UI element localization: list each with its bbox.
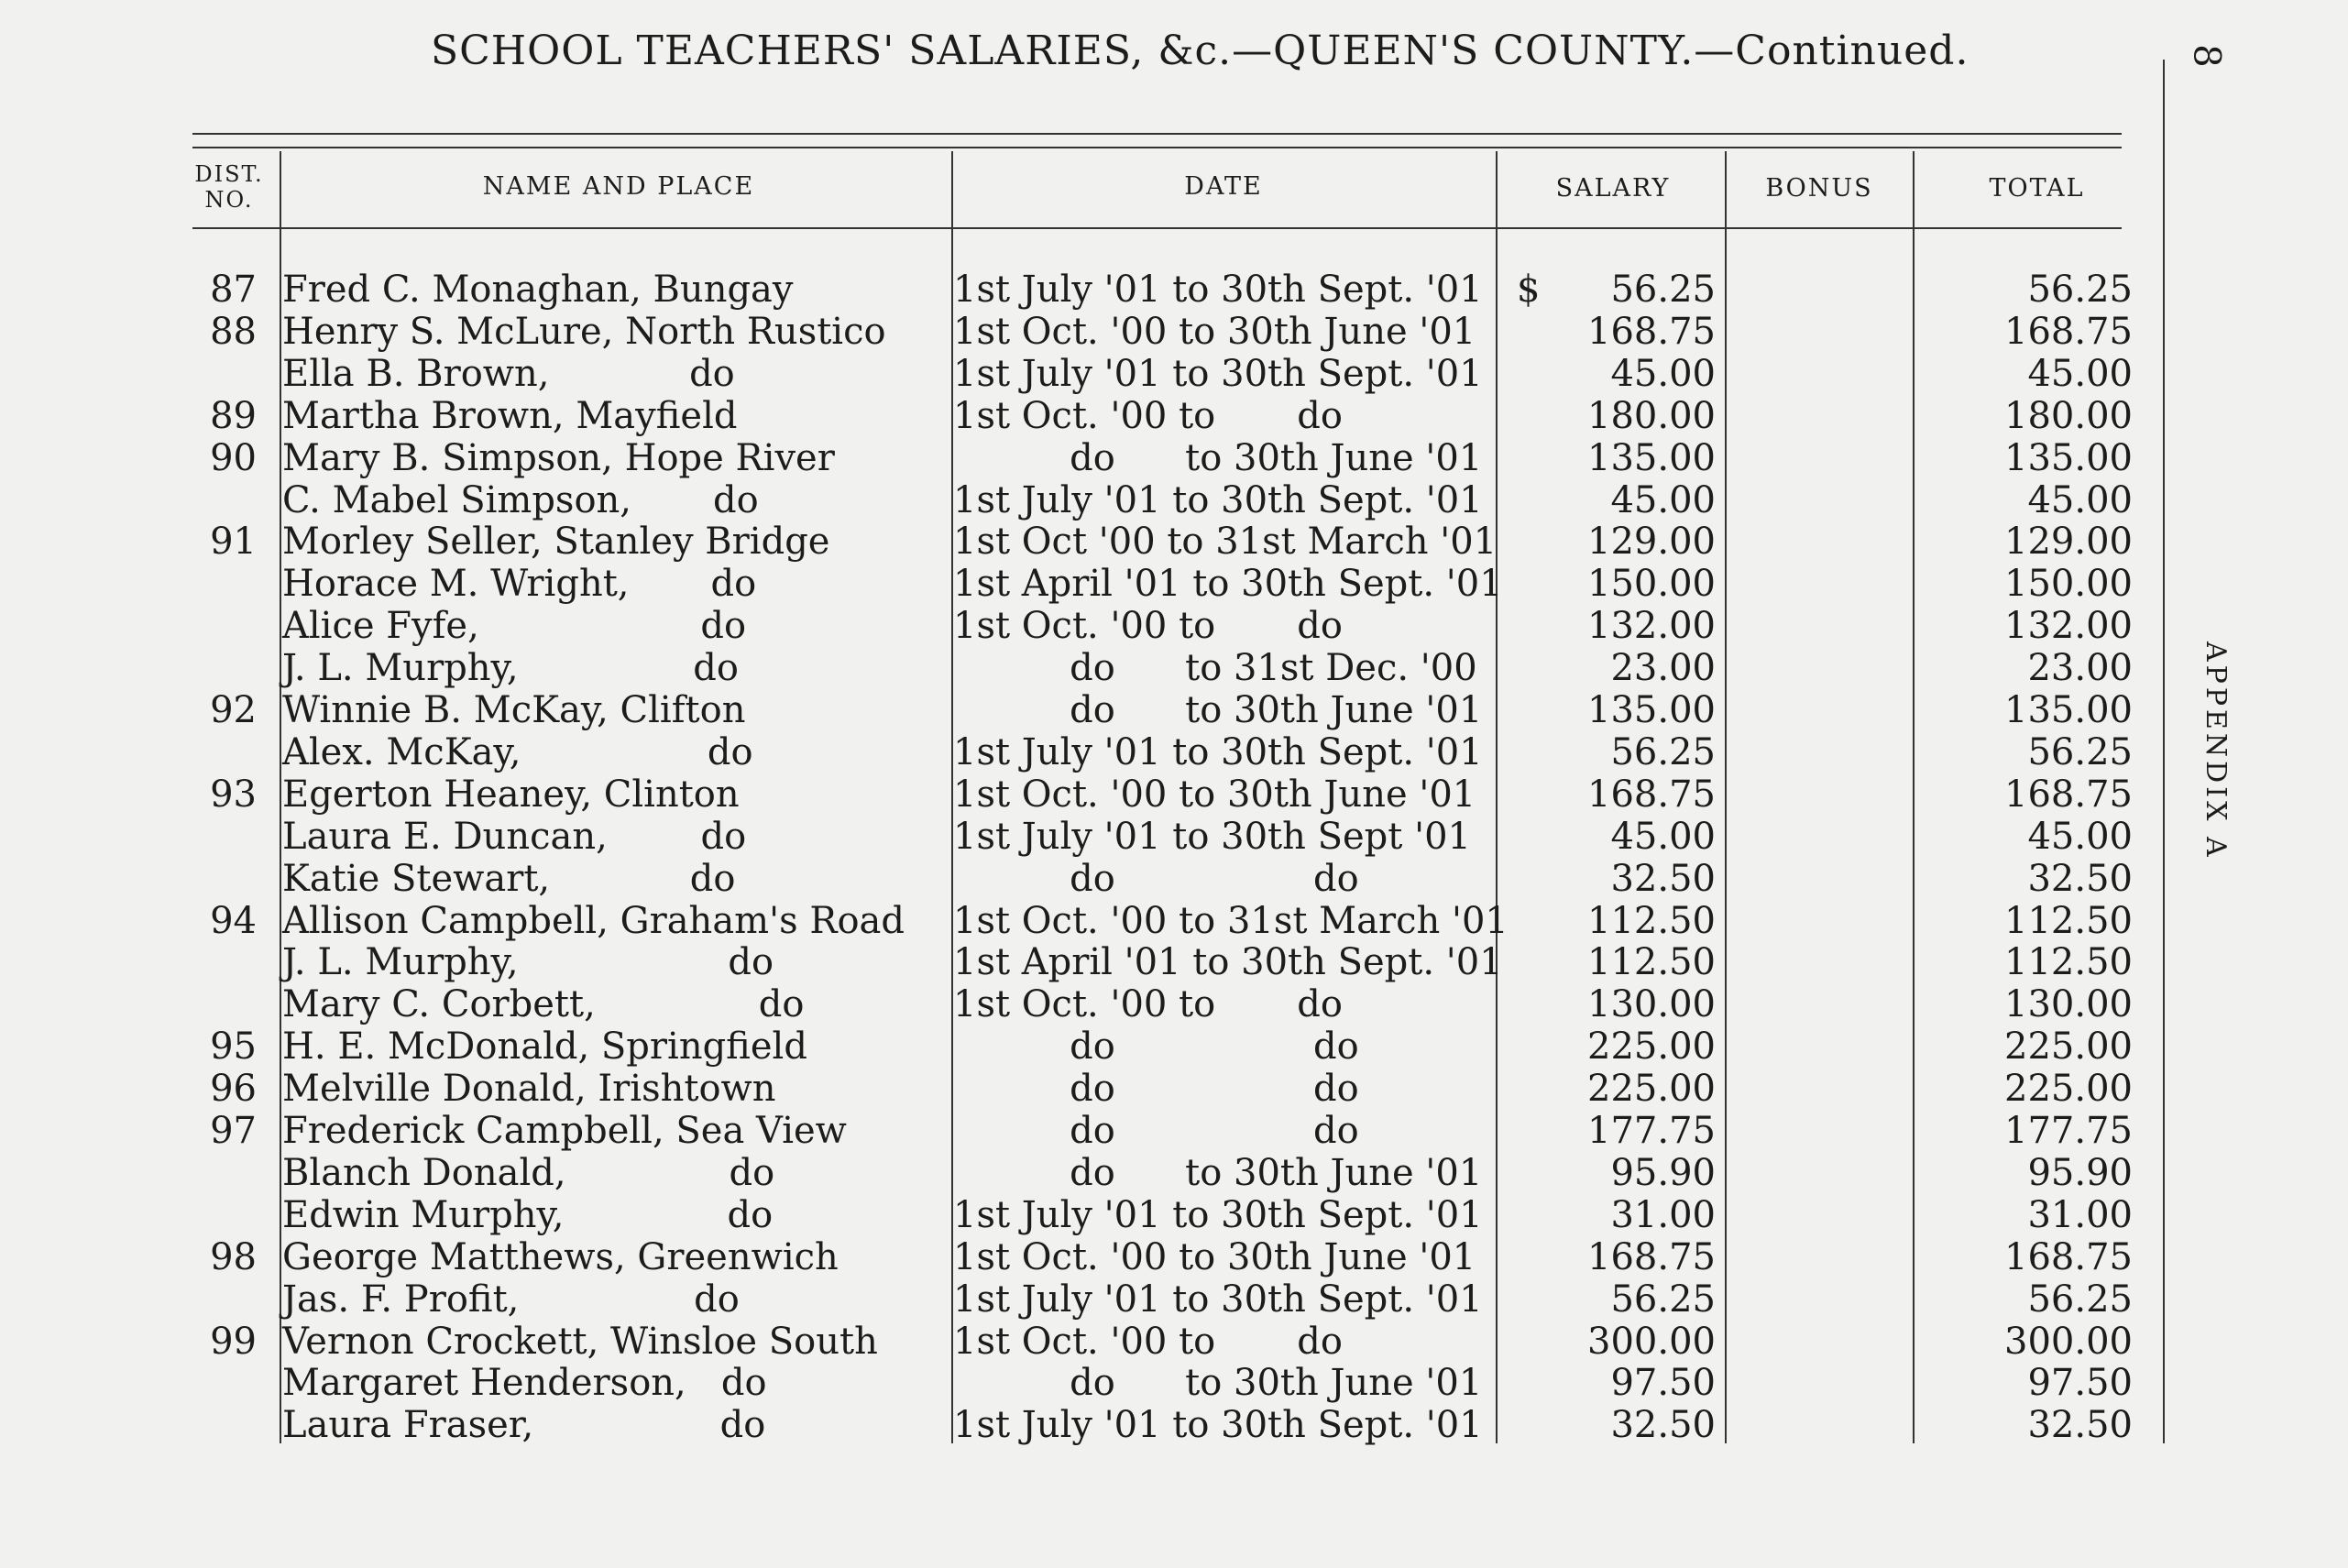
table-row xyxy=(0,941,2348,983)
table-row xyxy=(0,1025,2348,1068)
date-range: 1st Oct. '00 to 30th June '01 xyxy=(953,773,1476,816)
salary-value: 31.00 xyxy=(1610,1193,1716,1236)
total-value: 300.00 xyxy=(2004,1320,2133,1363)
salary-value: 97.50 xyxy=(1610,1362,1716,1405)
total-value: 180.00 xyxy=(2004,394,2133,437)
total-value: 32.50 xyxy=(2027,857,2133,900)
dist-number: 99 xyxy=(210,1320,257,1363)
total-value: 97.50 xyxy=(2027,1362,2133,1405)
table-row xyxy=(0,563,2348,605)
total-value: 225.00 xyxy=(2004,1068,2133,1111)
dist-number: 92 xyxy=(210,689,257,731)
date-range: 1st July '01 to 30th Sept. '01 xyxy=(953,352,1483,395)
currency-symbol: $ xyxy=(1517,269,1541,311)
salary-value: 130.00 xyxy=(1587,983,1716,1026)
date-range: 1st Oct. '00 to 30th June '01 xyxy=(953,310,1476,353)
header-rule xyxy=(192,227,2122,229)
salary-value: 180.00 xyxy=(1587,394,1716,437)
salary-value: 56.25 xyxy=(1610,269,1716,311)
table-row xyxy=(0,479,2348,521)
total-value: 135.00 xyxy=(2004,436,2133,479)
date-range: 1st July '01 to 30th Sept. '01 xyxy=(953,730,1483,773)
name-and-place: Laura E. Duncan, do xyxy=(282,815,747,858)
salary-value: 95.90 xyxy=(1610,1151,1716,1194)
name-and-place: Alice Fyfe, do xyxy=(282,605,747,648)
date-range: do to 31st Dec. '00 xyxy=(953,647,1477,690)
name-and-place: Egerton Heaney, Clinton xyxy=(282,773,740,816)
name-and-place: Alex. McKay, do xyxy=(282,730,753,773)
salary-value: 23.00 xyxy=(1610,647,1716,690)
table-row xyxy=(0,816,2348,858)
name-and-place: Horace M. Wright, do xyxy=(282,563,757,606)
dist-number: 91 xyxy=(210,521,257,564)
salary-value: 300.00 xyxy=(1587,1320,1716,1363)
date-range: 1st July '01 to 30th Sept '01 xyxy=(953,815,1471,858)
dist-number: 90 xyxy=(210,436,257,479)
salary-value: 225.00 xyxy=(1587,1068,1716,1111)
total-value: 225.00 xyxy=(2004,1025,2133,1069)
table-row xyxy=(0,311,2348,353)
dist-number: 97 xyxy=(210,1110,257,1152)
total-value: 168.75 xyxy=(2004,1235,2133,1278)
total-value: 112.50 xyxy=(2004,941,2133,984)
table-row xyxy=(0,900,2348,942)
total-value: 168.75 xyxy=(2004,310,2133,353)
salary-value: 56.25 xyxy=(1610,730,1716,773)
total-value: 95.90 xyxy=(2027,1151,2133,1194)
table-row xyxy=(0,437,2348,479)
col-header-bonus: BONUS xyxy=(1765,174,1873,203)
name-and-place: H. E. McDonald, Springfield xyxy=(282,1025,807,1069)
name-and-place: Blanch Donald, do xyxy=(282,1151,775,1194)
date-range: 1st July '01 to 30th Sept. '01 xyxy=(953,1404,1483,1447)
name-and-place: Mary C. Corbett, do xyxy=(282,983,805,1026)
total-value: 130.00 xyxy=(2004,983,2133,1026)
total-value: 177.75 xyxy=(2004,1110,2133,1152)
date-range: 1st July '01 to 30th Sept. '01 xyxy=(953,478,1483,521)
date-range: 1st July '01 to 30th Sept. '01 xyxy=(953,1193,1483,1236)
table-row xyxy=(0,1236,2348,1278)
table-row xyxy=(0,1404,2348,1446)
date-range: 1st Oct. '00 to do xyxy=(953,1320,1343,1363)
col-header-name: NAME AND PLACE xyxy=(482,172,755,201)
table-row xyxy=(0,858,2348,900)
salary-value: 129.00 xyxy=(1587,521,1716,564)
name-and-place: Katie Stewart, do xyxy=(282,857,736,900)
table-row xyxy=(0,1068,2348,1110)
table-row xyxy=(0,1110,2348,1152)
date-range: 1st Oct. '00 to 30th June '01 xyxy=(953,1235,1476,1278)
name-and-place: Melville Donald, Irishtown xyxy=(282,1068,776,1111)
total-value: 45.00 xyxy=(2027,478,2133,521)
date-range: do to 30th June '01 xyxy=(953,1151,1483,1194)
date-range: 1st Oct. '00 to do xyxy=(953,983,1343,1026)
name-and-place: Ella B. Brown, do xyxy=(282,352,735,395)
table-row xyxy=(0,521,2348,563)
total-value: 129.00 xyxy=(2004,521,2133,564)
name-and-place: Vernon Crockett, Winsloe South xyxy=(282,1320,878,1363)
name-and-place: George Matthews, Greenwich xyxy=(282,1235,839,1278)
col-header-salary: SALARY xyxy=(1555,174,1671,203)
total-value: 45.00 xyxy=(2027,815,2133,858)
name-and-place: Margaret Henderson, do xyxy=(282,1362,767,1405)
name-and-place: Martha Brown, Mayfield xyxy=(282,394,738,437)
dist-number: 98 xyxy=(210,1235,257,1278)
table-row xyxy=(0,983,2348,1025)
total-value: 168.75 xyxy=(2004,773,2133,816)
name-and-place: Allison Campbell, Graham's Road xyxy=(282,899,905,942)
name-and-place: Laura Fraser, do xyxy=(282,1404,766,1447)
name-and-place: Edwin Murphy, do xyxy=(282,1193,774,1236)
table-row xyxy=(0,731,2348,773)
date-range: do do xyxy=(953,1110,1359,1152)
dist-number: 96 xyxy=(210,1068,257,1111)
date-range: 1st July '01 to 30th Sept. '01 xyxy=(953,1277,1483,1321)
dist-number: 93 xyxy=(210,773,257,816)
total-value: 31.00 xyxy=(2027,1193,2133,1236)
table-row xyxy=(0,647,2348,689)
name-and-place: C. Mabel Simpson, do xyxy=(282,478,759,521)
salary-value: 32.50 xyxy=(1610,857,1716,900)
salary-value: 135.00 xyxy=(1587,689,1716,731)
salary-value: 112.50 xyxy=(1587,941,1716,984)
table-row xyxy=(0,1194,2348,1236)
date-range: 1st April '01 to 30th Sept. '01 xyxy=(953,563,1503,606)
salary-value: 112.50 xyxy=(1587,899,1716,942)
col-header-total: TOTAL xyxy=(1989,174,2085,203)
table-row xyxy=(0,605,2348,647)
name-and-place: Winnie B. McKay, Clifton xyxy=(282,689,746,731)
table-row xyxy=(0,1321,2348,1363)
date-range: do do xyxy=(953,1025,1359,1069)
total-value: 56.25 xyxy=(2027,1277,2133,1321)
total-value: 45.00 xyxy=(2027,352,2133,395)
date-range: 1st April '01 to 30th Sept. '01 xyxy=(953,941,1503,984)
total-value: 112.50 xyxy=(2004,899,2133,942)
dist-number: 94 xyxy=(210,899,257,942)
total-value: 56.25 xyxy=(2027,730,2133,773)
salary-value: 177.75 xyxy=(1587,1110,1716,1152)
total-value: 23.00 xyxy=(2027,647,2133,690)
name-and-place: Henry S. McLure, North Rustico xyxy=(282,310,886,353)
date-range: do to 30th June '01 xyxy=(953,1362,1483,1405)
date-range: do to 30th June '01 xyxy=(953,436,1483,479)
page-number: 8 xyxy=(2185,44,2228,68)
name-and-place: Morley Seller, Stanley Bridge xyxy=(282,521,830,564)
salary-value: 168.75 xyxy=(1587,773,1716,816)
page-title: SCHOOL TEACHERS' SALARIES, &c.—QUEEN'S COUNTY.—Continued. xyxy=(431,27,1969,74)
salary-value: 168.75 xyxy=(1587,1235,1716,1278)
top-rule xyxy=(192,133,2122,135)
name-and-place: Fred C. Monaghan, Bungay xyxy=(282,269,794,311)
dist-number: 89 xyxy=(210,394,257,437)
table-row xyxy=(0,773,2348,816)
total-value: 132.00 xyxy=(2004,605,2133,648)
table-row xyxy=(0,269,2348,311)
date-range: 1st Oct '00 to 31st March '01 xyxy=(953,521,1498,564)
salary-value: 132.00 xyxy=(1587,605,1716,648)
name-and-place: Frederick Campbell, Sea View xyxy=(282,1110,847,1152)
dist-number: 95 xyxy=(210,1025,257,1069)
table-row xyxy=(0,353,2348,395)
col-header-dist: DIST. NO. xyxy=(194,161,264,213)
date-range: do do xyxy=(953,857,1359,900)
name-and-place: J. L. Murphy, do xyxy=(282,941,774,984)
salary-value: 45.00 xyxy=(1610,352,1716,395)
salary-value: 56.25 xyxy=(1610,1277,1716,1321)
salary-value: 150.00 xyxy=(1587,563,1716,606)
salary-value: 45.00 xyxy=(1610,815,1716,858)
name-and-place: J. L. Murphy, do xyxy=(282,647,739,690)
col-header-date: DATE xyxy=(1184,172,1263,201)
salary-value: 135.00 xyxy=(1587,436,1716,479)
total-value: 56.25 xyxy=(2027,269,2133,311)
table-row xyxy=(0,1362,2348,1404)
total-value: 135.00 xyxy=(2004,689,2133,731)
salary-value: 168.75 xyxy=(1587,310,1716,353)
total-value: 32.50 xyxy=(2027,1404,2133,1447)
name-and-place: Jas. F. Profit, do xyxy=(282,1277,740,1321)
salary-value: 225.00 xyxy=(1587,1025,1716,1069)
top-rule-2 xyxy=(192,147,2122,148)
date-range: 1st Oct. '00 to do xyxy=(953,605,1343,648)
date-range: 1st Oct. '00 to do xyxy=(953,394,1343,437)
dist-number: 88 xyxy=(210,310,257,353)
table-row xyxy=(0,1278,2348,1321)
appendix-label: APPENDIX A xyxy=(2200,641,2232,861)
salary-value: 32.50 xyxy=(1610,1404,1716,1447)
name-and-place: Mary B. Simpson, Hope River xyxy=(282,436,835,479)
table-row xyxy=(0,1152,2348,1194)
date-range: 1st Oct. '00 to 31st March '01 xyxy=(953,899,1509,942)
table-row xyxy=(0,395,2348,437)
salary-value: 45.00 xyxy=(1610,478,1716,521)
dist-number: 87 xyxy=(210,269,257,311)
total-value: 150.00 xyxy=(2004,563,2133,606)
date-range: do do xyxy=(953,1068,1359,1111)
table-row xyxy=(0,689,2348,731)
date-range: do to 30th June '01 xyxy=(953,689,1483,731)
date-range: 1st July '01 to 30th Sept. '01 xyxy=(953,269,1483,311)
